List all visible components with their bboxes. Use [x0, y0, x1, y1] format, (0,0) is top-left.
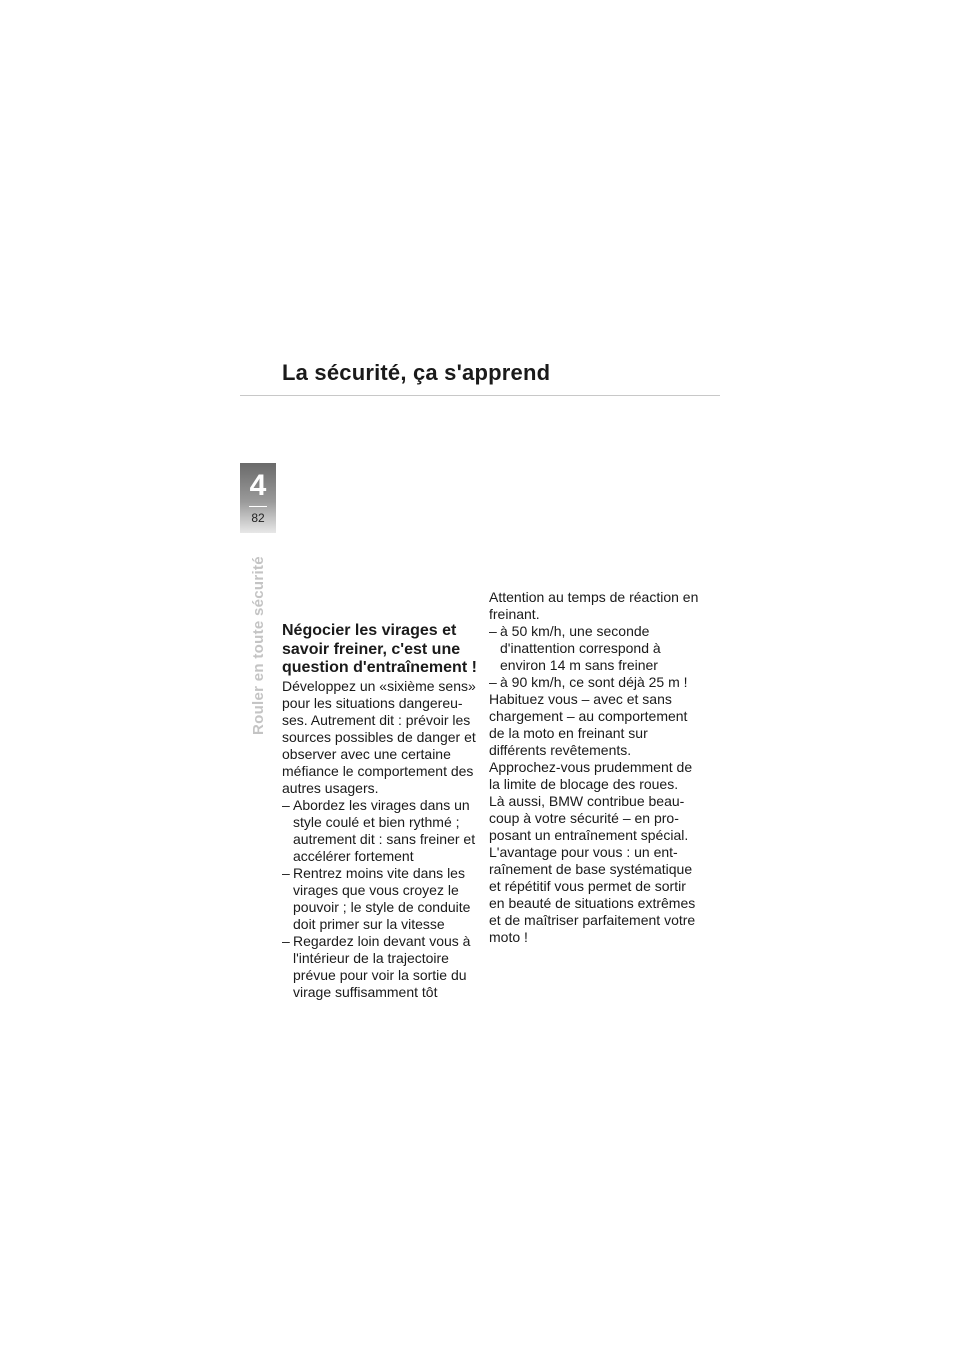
- body-paragraph: L'avantage pour vous : un entraînement de base systématique et répétitif vous permet de sortir en beauté de situations extrêmes et de maîtriser parfaitement votre moto !: [489, 844, 696, 945]
- intro-paragraph: Attention au temps de réaction en freinant.: [489, 589, 699, 622]
- list-item-text: à 50 km/h, une seconde d'inattention correspond à environ 14 m sans freiner: [500, 623, 661, 673]
- bullet-marker: –: [282, 864, 290, 881]
- page-title: La sécurité, ça s'apprend: [282, 360, 551, 385]
- body-paragraph: Là aussi, BMW contribue beaucoup à votre sécurité – en proposant un entraînement spécial.: [489, 793, 689, 843]
- list-item: [282, 933, 477, 1001]
- bullet-marker: –: [282, 796, 290, 813]
- section-heading: Négocier les virages et savoir freiner, c'est une question d'entraînement !: [282, 622, 477, 676]
- list-item-text: Regardez loin devant vous à l'intérieur de la trajectoire prévue pour voir la sortie du virage suffisamment tôt: [293, 932, 471, 1000]
- body-paragraph: Habituez vous – avec et sans chargement – au comportement de la moto en freinant sur différents revêtements.: [489, 691, 688, 758]
- chapter-number: 4: [249, 469, 267, 502]
- bullet-marker: –: [489, 623, 497, 639]
- side-section-label: Rouler en toute sécurité: [250, 556, 267, 735]
- bullet-marker: –: [282, 932, 290, 949]
- title-divider: [240, 395, 720, 396]
- right-column: [489, 589, 699, 946]
- list-item: [489, 674, 699, 691]
- list-item: [282, 797, 477, 865]
- chapter-separator: [249, 506, 267, 507]
- list-item: [282, 865, 477, 933]
- body-paragraph: Approchez-vous prudemment de la limite de blocage des roues.: [489, 759, 693, 792]
- list-item-text: Abordez les virages dans un style coulé et bien rythmé ; autrement dit : sans freiner et accélérer fortement: [293, 796, 476, 864]
- list-item-text: à 90 km/h, ce sont déjà 25 m !: [500, 674, 688, 690]
- left-column: [282, 622, 477, 1001]
- list-item: [489, 623, 699, 674]
- chapter-tab: [240, 463, 276, 533]
- page-number: 82: [251, 511, 265, 525]
- intro-paragraph: Développez un «sixième sens» pour les situations dangereuses. Autrement dit : prévoir les sources possibles de danger et observer avec une certaine méfiance le comportement des autres usagers.: [282, 677, 476, 796]
- bullet-marker: –: [489, 674, 497, 690]
- list-item-text: Rentrez moins vite dans les virages que vous croyez le pouvoir ; le style de conduite doit primer sur la vitesse: [293, 864, 471, 932]
